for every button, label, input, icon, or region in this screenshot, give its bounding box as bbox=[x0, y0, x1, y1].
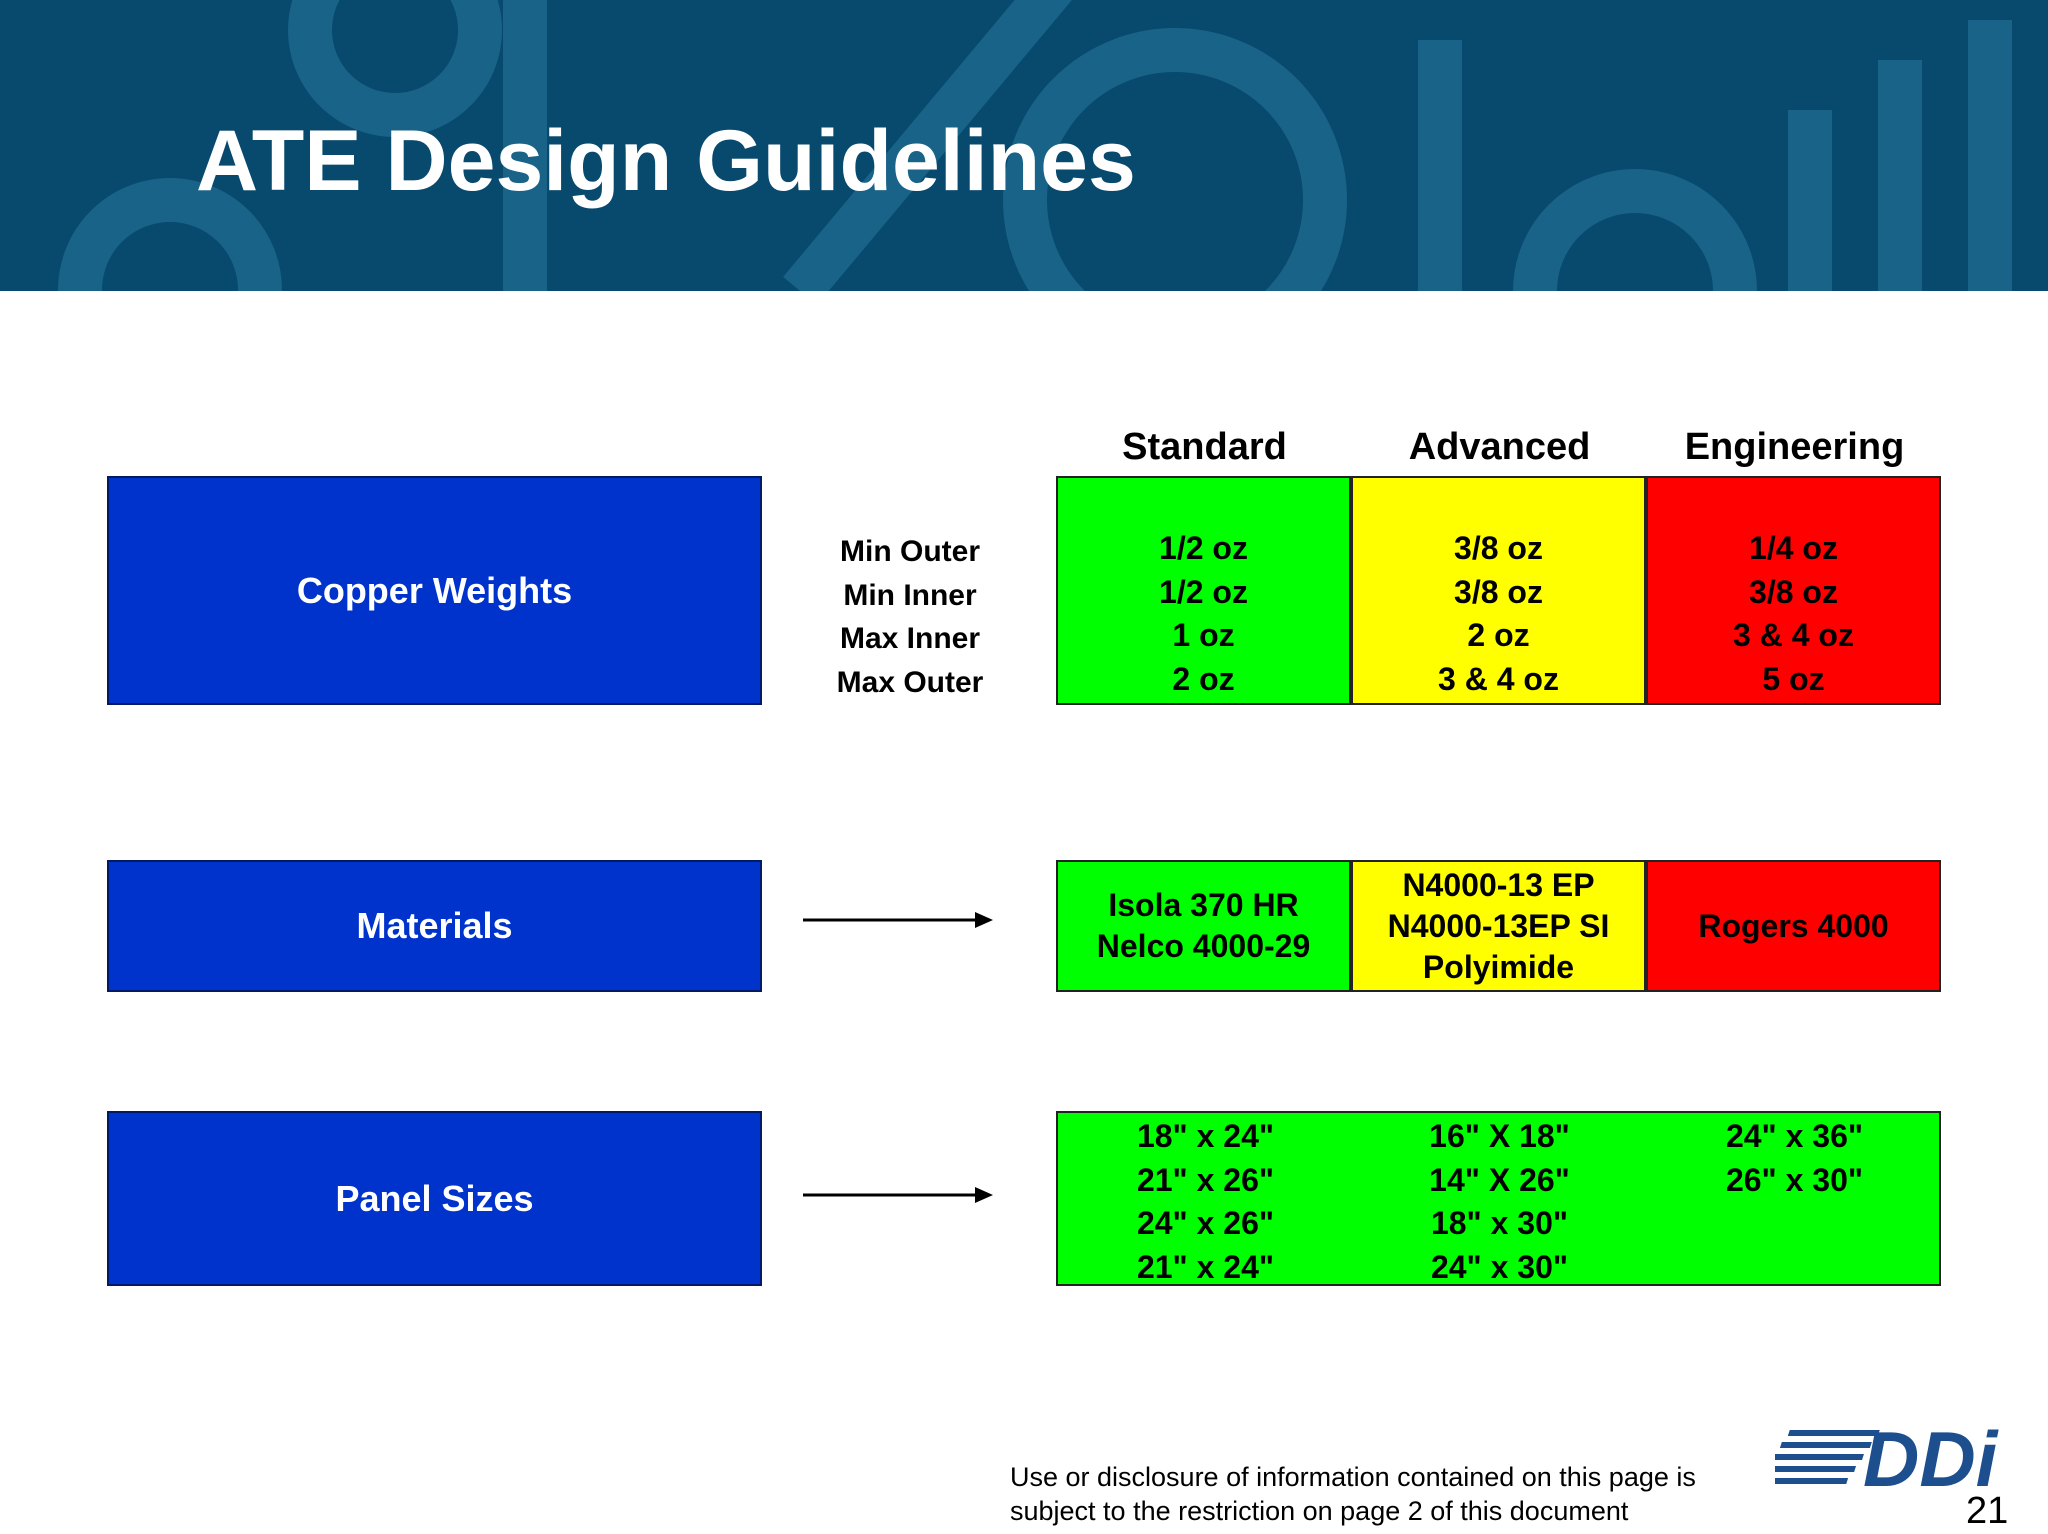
copper-row-labels bbox=[820, 530, 1000, 704]
footer-line: Use or disclosure of information contained on this page is bbox=[1010, 1462, 1696, 1492]
row-label-max-inner: Max Inner bbox=[839, 622, 981, 655]
panels-advanced-value: 24" x 30" bbox=[1430, 1248, 1569, 1285]
materials-standard-cell bbox=[1056, 860, 1351, 992]
page-number: 21 bbox=[1966, 1490, 2009, 1532]
materials-engineering-cell bbox=[1646, 860, 1941, 992]
copper-standard-value: 1/2 oz bbox=[1159, 530, 1248, 566]
panels-engineering-value: 24" x 36" bbox=[1725, 1118, 1864, 1154]
column-header-engineering: Engineering bbox=[1684, 426, 1905, 468]
footer-disclaimer bbox=[1010, 1460, 1770, 1528]
panels-advanced-value: 18" x 30" bbox=[1430, 1205, 1569, 1241]
right-arrow-icon bbox=[803, 1183, 993, 1207]
materials-advanced-cell bbox=[1351, 860, 1646, 992]
panels-standard-value: 21" x 26" bbox=[1136, 1161, 1275, 1198]
materials-advanced-value: N4000-13EP SI bbox=[1387, 907, 1610, 944]
copper-standard-value: 1 oz bbox=[1172, 617, 1235, 653]
copper-standard-value: 2 oz bbox=[1172, 660, 1235, 697]
row-label-min-inner: Min Inner bbox=[843, 578, 977, 612]
panels-standard-value: 18" x 24" bbox=[1136, 1118, 1275, 1154]
row-label-min-outer: Min Outer bbox=[840, 535, 980, 568]
category-materials: Materials bbox=[107, 860, 762, 992]
footer-line: subject to the restriction on page 2 of this document bbox=[1010, 1496, 1629, 1526]
panels-standard-value: 21" x 24" bbox=[1136, 1248, 1275, 1285]
panels-advanced-column bbox=[1352, 1113, 1647, 1289]
copper-engineering-value: 1/4 oz bbox=[1749, 530, 1838, 566]
copper-engineering-cell bbox=[1646, 476, 1941, 705]
copper-standard-value: 1/2 oz bbox=[1159, 573, 1248, 610]
page-title: ATE Design Guidelines bbox=[196, 113, 1136, 209]
copper-advanced-value: 3/8 oz bbox=[1454, 573, 1543, 610]
column-header-advanced: Advanced bbox=[1408, 426, 1591, 468]
panels-engineering-column bbox=[1647, 1113, 1942, 1202]
materials-advanced-value: Polyimide bbox=[1422, 948, 1575, 985]
category-copper-weights: Copper Weights bbox=[107, 476, 762, 705]
copper-advanced-value: 3/8 oz bbox=[1454, 530, 1543, 566]
materials-advanced-value: N4000-13 EP bbox=[1402, 866, 1595, 903]
logo-text: DDi bbox=[1863, 1420, 1998, 1500]
panels-standard-value: 24" x 26" bbox=[1136, 1205, 1275, 1241]
materials-standard-value: Nelco 4000-29 bbox=[1096, 928, 1311, 964]
copper-engineering-value: 3/8 oz bbox=[1749, 573, 1838, 610]
materials-engineering-value: Rogers 4000 bbox=[1698, 907, 1889, 944]
column-header-standard: Standard bbox=[1122, 426, 1287, 468]
copper-engineering-value: 3 & 4 oz bbox=[1733, 617, 1854, 653]
row-label-max-outer: Max Outer bbox=[836, 665, 984, 699]
copper-engineering-value: 5 oz bbox=[1762, 660, 1825, 697]
category-panel-sizes: Panel Sizes bbox=[107, 1111, 762, 1286]
copper-advanced-value: 2 oz bbox=[1467, 617, 1530, 653]
panels-advanced-value: 16" X 18" bbox=[1429, 1118, 1570, 1154]
right-arrow-icon bbox=[803, 908, 993, 932]
copper-advanced-cell bbox=[1351, 476, 1646, 705]
copper-advanced-value: 3 & 4 oz bbox=[1438, 660, 1559, 697]
materials-standard-value: Isola 370 HR bbox=[1108, 887, 1299, 923]
panels-advanced-value: 14" X 26" bbox=[1429, 1161, 1570, 1198]
copper-standard-cell bbox=[1056, 476, 1351, 705]
panels-standard-column bbox=[1058, 1113, 1353, 1289]
header-banner bbox=[0, 0, 2048, 291]
panels-engineering-value: 26" x 30" bbox=[1725, 1161, 1864, 1198]
panel-sizes-cell bbox=[1056, 1111, 1941, 1286]
ddi-logo-icon bbox=[1775, 1420, 2015, 1500]
